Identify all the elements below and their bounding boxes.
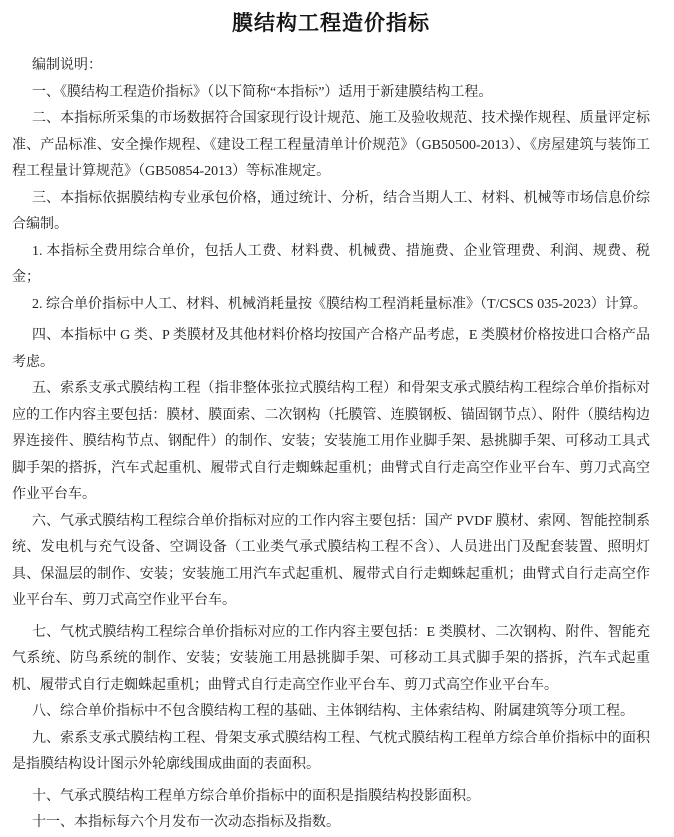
paragraph-11-update-cycle: 十一、本指标每六个月发布一次动态指标及指数。 xyxy=(32,815,340,830)
paragraph-04-material-classes: 四、本指标中 G 类、P 类膜材及其他材料价格均按国产合格产品考虑，E 类膜材价格按进口合格产品考虑。 xyxy=(12,328,650,370)
paragraph-05-cable-frame-supported: 五、索系支承式膜结构工程（指非整体张拉式膜结构工程）和骨架支承式膜结构工程综合单价指标对应的工作内容主要包括：膜材、膜面索、二次钢构（托膜管、连膜钢板、锚固钢节点）、附件（膜结构边界连接件、膜结构节点、钢配件）的制作、安装；安装施工用作业脚手架、悬挑脚手架、可移动工具式脚手架的搭拆，汽车式起重机、履带式自行走蜘蛛起重机；曲臂式自行走高空作业平台车、剪刀式高空作业平台车。 xyxy=(12,381,650,502)
paragraph-02-standards: 二、本指标所采集的市场数据符合国家现行设计规范、施工及验收规范、技术操作规程、质量评定标准、产品标准、安全操作规程、《建设工程工程量清单计价规范》（GB50500-2013）、《房屋建筑与装饰工程工程量计算规范》（GB50854-2013）等标准规定。 xyxy=(12,111,650,179)
page-title: 膜结构工程造价指标 xyxy=(232,11,430,35)
paragraph-07-air-cushion: 七、气枕式膜结构工程综合单价指标对应的工作内容主要包括：E 类膜材、二次钢构、附件、智能充气系统、防鸟系统的制作、安装；安装施工用悬挑脚手架、可移动工具式脚手架的搭拆，汽车式起重机、履带式自行走蜘蛛起重机；曲臂式自行走高空作业平台车、剪刀式高空作业平台车。 xyxy=(12,624,650,693)
paragraph-01-scope: 一、《膜结构工程造价指标》（以下简称“本指标”）适用于新建膜结构工程。 xyxy=(32,84,493,100)
paragraph-06-air-supported: 六、气承式膜结构工程综合单价指标对应的工作内容主要包括：国产 PVDF 膜材、索网、智能控制系统、发电机与充气设备、空调设备（工业类气承式膜结构工程不含）、人员进出门及配套装置、照明灯具、保温层的制作、安装；安装施工用汽车式起重机、履带式自行走蜘蛛起重机；曲臂式自行走高空作业平台车、剪刀式高空作业平台车。 xyxy=(12,513,650,608)
paragraph-03-subitem-2: 2. 综合单价指标中人工、材料、机械消耗量按《膜结构工程消耗量标准》（T/CSCS 035-2023）计算。 xyxy=(32,296,647,312)
paragraph-09-surface-area: 九、索系支承式膜结构工程、骨架支承式膜结构工程、气枕式膜结构工程单方综合单价指标中的面积是指膜结构设计图示外轮廓线围成曲面的表面积。 xyxy=(12,730,650,772)
paragraph-03-subitem-1: 1. 本指标全费用综合单价，包括人工费、材料费、机械费、措施费、企业管理费、利润、规费、税金； xyxy=(12,243,650,285)
intro-label: 编制说明： xyxy=(32,58,102,73)
paragraph-03-basis: 三、本指标依据膜结构专业承包价格，通过统计、分析，结合当期人工、材料、机械等市场信息价综合编制。 xyxy=(12,190,650,232)
paragraph-10-projected-area: 十、气承式膜结构工程单方综合单价指标中的面积是指膜结构投影面积。 xyxy=(32,788,480,804)
paragraph-08-exclusions: 八、综合单价指标中不包含膜结构工程的基础、主体钢结构、主体索结构、附属建筑等分项工程。 xyxy=(32,704,634,719)
